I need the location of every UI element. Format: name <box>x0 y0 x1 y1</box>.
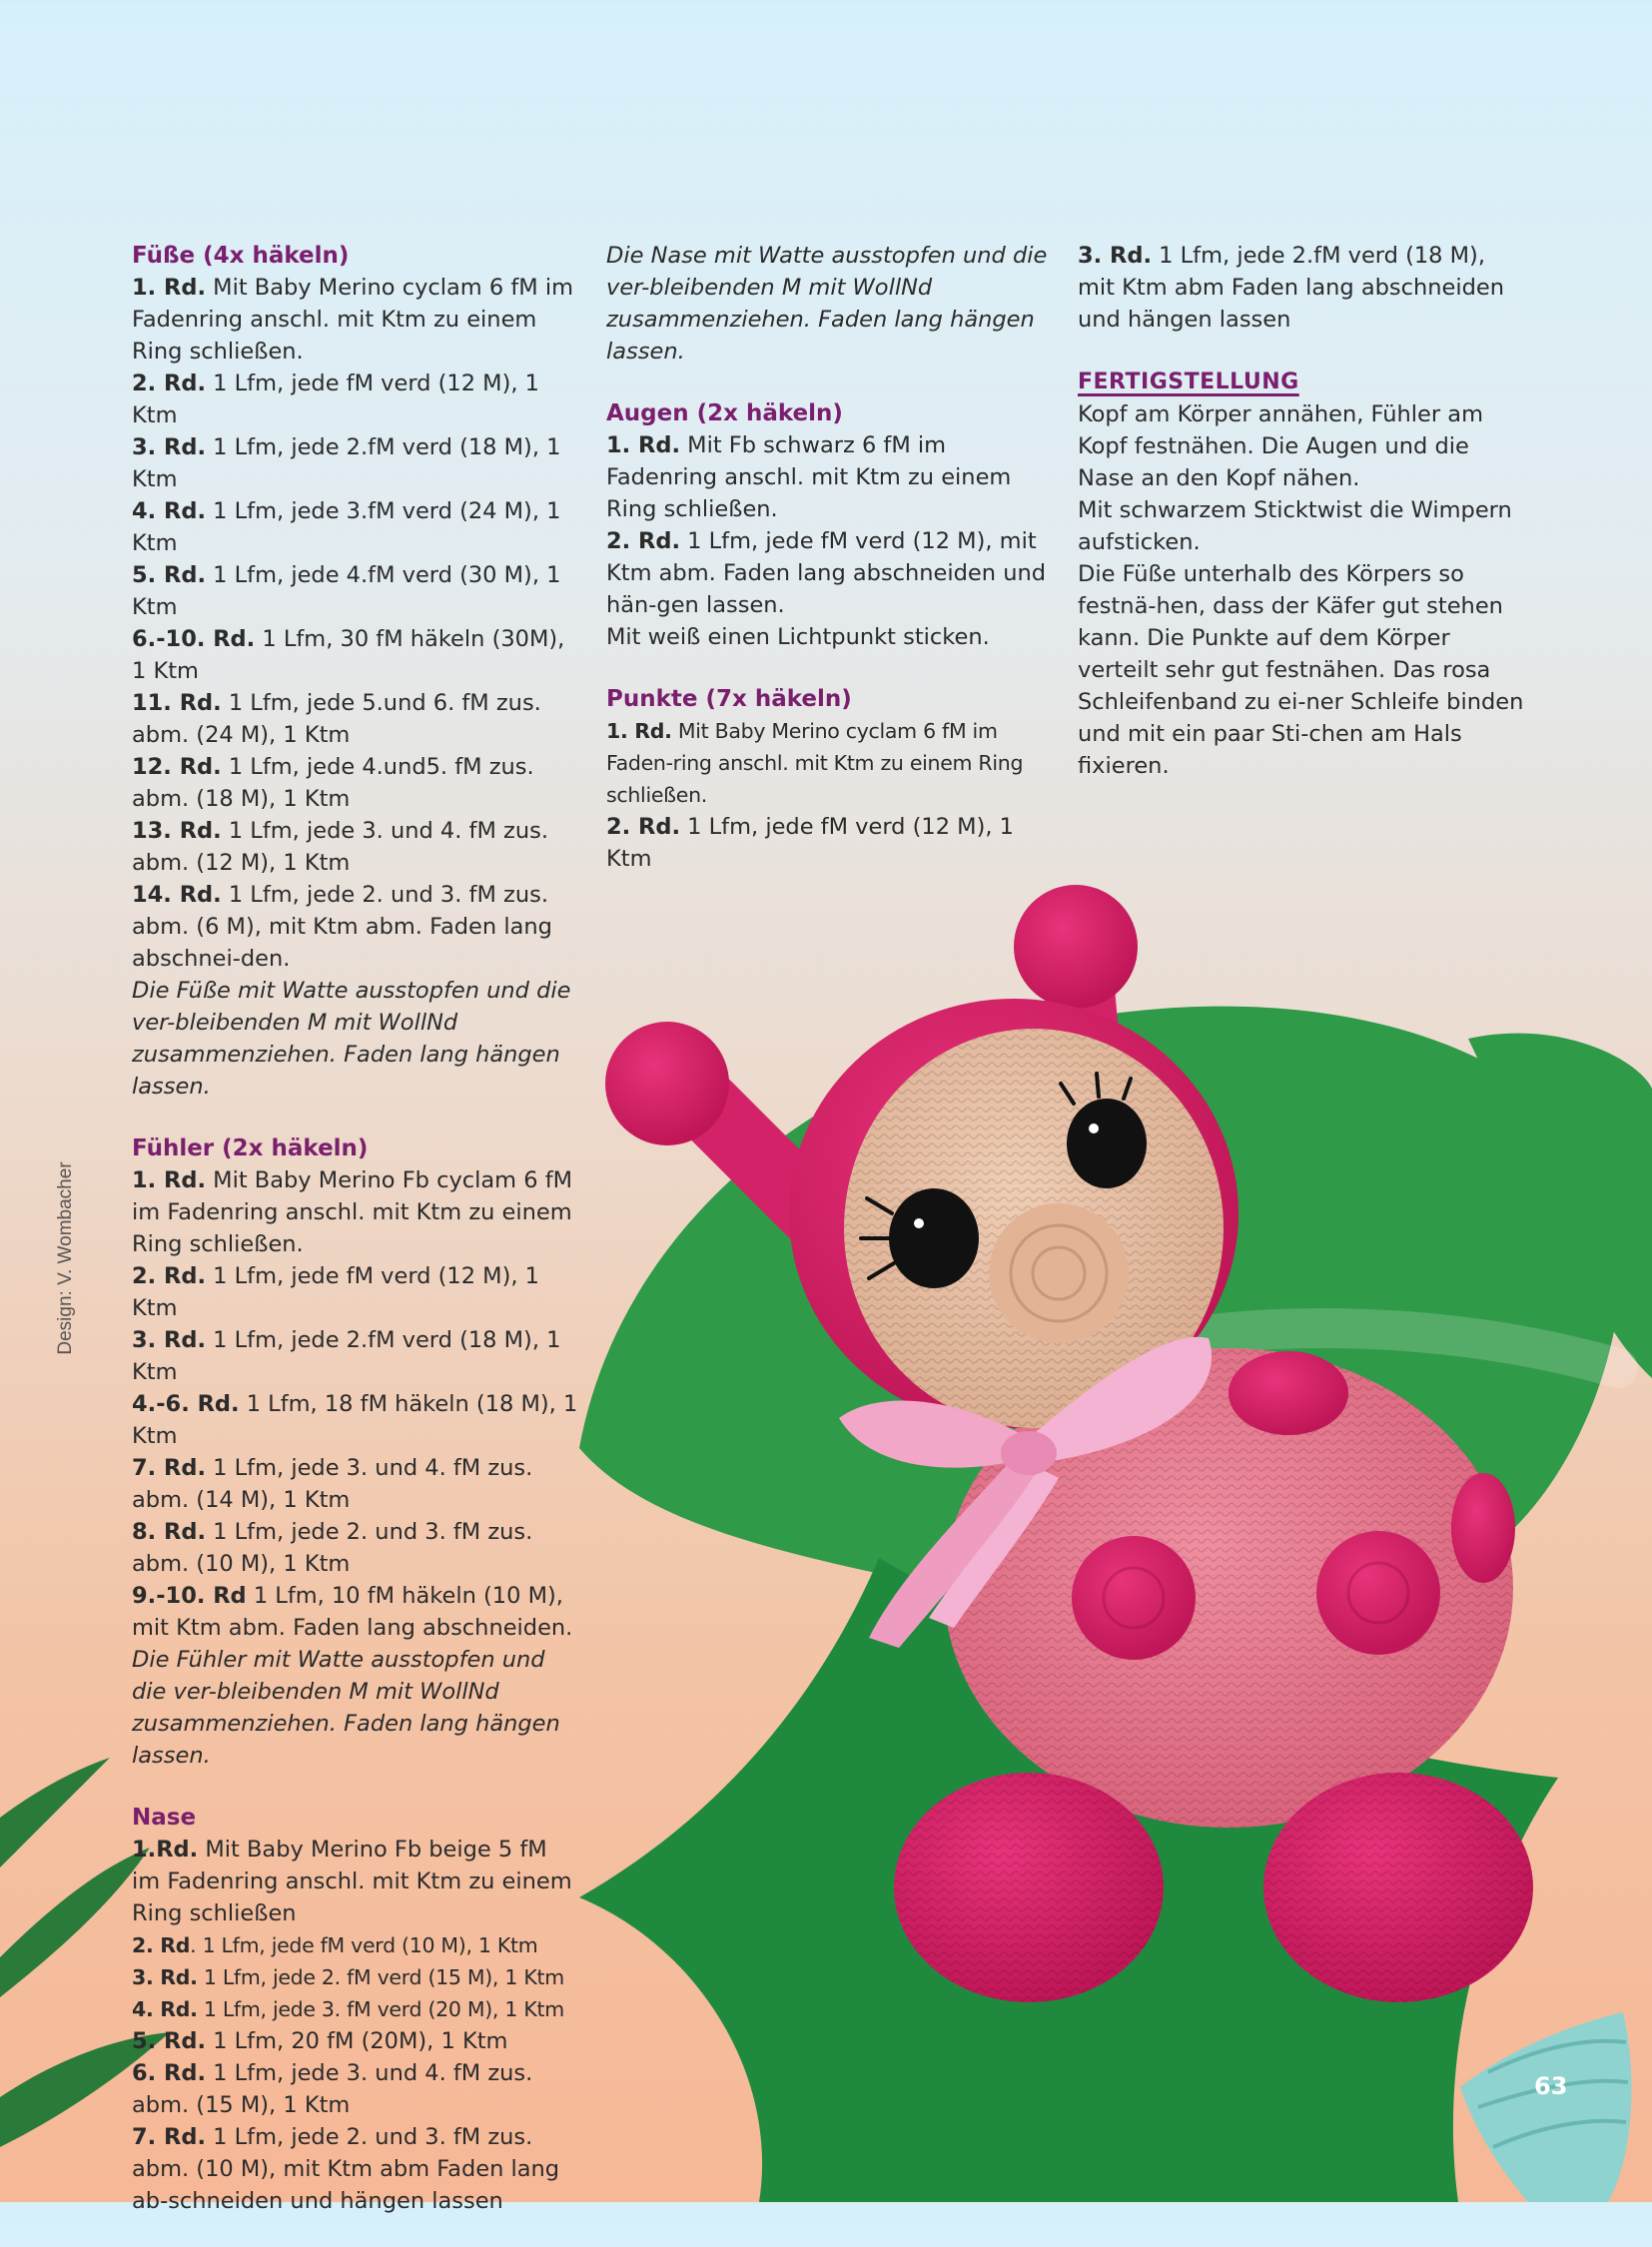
step-text: 1 Lfm, jede 3.fM verd (24 M), 1 Ktm <box>132 498 561 556</box>
section-title-punkte: Punkte (7x häkeln) <box>606 686 852 712</box>
step-text: 1 Lfm, jede fM verd (12 M), 1 Ktm <box>132 1263 539 1321</box>
step-label: 4.-6. Rd. <box>132 1391 240 1417</box>
instruction-step <box>132 1260 581 1324</box>
instruction-step <box>606 525 1056 621</box>
step-label: 7. Rd. <box>132 1455 207 1481</box>
step-text: 1 Lfm, jede 2. und 3. fM zus. abm. (10 M), 1 Ktm <box>132 1519 533 1577</box>
step-label: 3. Rd. <box>132 1965 198 1989</box>
instruction-step <box>132 1324 581 1388</box>
instruction-list-punkte <box>606 715 1056 875</box>
page-number: 63 <box>1534 2072 1568 2100</box>
section-punkte-cont <box>1078 240 1527 336</box>
column-left <box>132 240 581 2247</box>
instruction-list-fuesse <box>132 272 581 975</box>
instruction-step <box>132 623 581 687</box>
shell-decoration <box>1460 2012 1631 2202</box>
instruction-step <box>1078 240 1527 336</box>
step-label: 1.Rd. <box>132 1837 199 1863</box>
instruction-step <box>132 1929 581 1961</box>
step-text: 1 Lfm, jede 2. und 3. fM zus. abm. (6 M), mit Ktm abm. Faden lang abschnei-den. <box>132 882 552 972</box>
step-text: 1 Lfm, 20 fM (20M), 1 Ktm <box>206 2028 508 2054</box>
step-label: 2. Rd. <box>606 814 681 840</box>
step-label: 1. Rd. <box>606 432 681 458</box>
section-nase <box>132 1802 581 2217</box>
section-nase-note <box>606 240 1056 368</box>
instruction-step <box>132 2121 581 2217</box>
section-title-fertigstellung: FERTIGSTELLUNG <box>1078 370 1299 394</box>
extra-augen: Mit weiß einen Lichtpunkt sticken. <box>606 624 990 650</box>
instruction-list-fuehler <box>132 1164 581 1644</box>
section-fuehler <box>132 1132 581 1772</box>
step-label: 12. Rd. <box>132 754 222 780</box>
instruction-step <box>132 1580 581 1644</box>
step-label: 1. Rd. <box>132 1167 207 1193</box>
step-label: 9.-10. Rd <box>132 1583 247 1609</box>
instruction-list-punkte-cont <box>1078 240 1527 336</box>
column-right <box>1078 240 1527 812</box>
instruction-step <box>132 1452 581 1516</box>
instruction-step <box>132 1834 581 1929</box>
step-label: 3. Rd. <box>1078 243 1153 269</box>
section-title-fuehler: Fühler (2x häkeln) <box>132 1135 369 1161</box>
note-fuesse: Die Füße mit Watte ausstopfen und die ver-bleibenden M mit WollNd zusammenziehen. Faden lang hängen lassen. <box>132 978 571 1100</box>
step-label: 5. Rd. <box>132 2028 207 2054</box>
section-fuesse <box>132 240 581 1103</box>
text-fertigstellung: Kopf am Körper annähen, Fühler am Kopf festnähen. Die Augen und die Nase an den Kopf nähen. Mit schwarzem Sticktwist die Wimpern aufsticken. Die Füße unterhalb des Körpers so festnä-hen, dass der Käfer gut stehen kann. Die Punkte auf dem Körper verteilt sehr gut festnähen. Das rosa Schleifenband zu ei-ner Schleife binden und mit ein paar Sti-chen am Hals fixieren. <box>1078 401 1524 779</box>
step-text: 1 Lfm, jede 4.und5. fM zus. abm. (18 M), 1 Ktm <box>132 754 534 812</box>
step-label: 2. Rd. <box>132 371 207 396</box>
step-text: Mit Baby Merino Fb cyclam 6 fM im Fadenring anschl. mit Ktm zu einem Ring schließen. <box>132 1167 573 1257</box>
step-label: 13. Rd. <box>132 818 222 844</box>
step-text: 1 Lfm, jede 2.fM verd (18 M), 1 Ktm <box>132 1327 561 1385</box>
instruction-list-nase <box>132 1834 581 2217</box>
step-label: 3. Rd. <box>132 1327 207 1353</box>
note-nase: Die Nase mit Watte ausstopfen und die ver-bleibenden M mit WollNd zusammenziehen. Faden lang hängen lassen. <box>606 243 1048 365</box>
instruction-step <box>132 559 581 623</box>
instruction-step <box>132 431 581 495</box>
instruction-step <box>132 272 581 368</box>
instruction-step <box>132 1164 581 1260</box>
step-text: Mit Baby Merino Fb beige 5 fM im Fadenring anschl. mit Ktm zu einem Ring schließen <box>132 1837 572 1926</box>
instruction-step <box>132 815 581 879</box>
step-text: . 1 Lfm, jede fM verd (10 M), 1 Ktm <box>190 1933 538 1957</box>
step-label: 1. Rd. <box>132 275 207 301</box>
step-label: 6.-10. Rd. <box>132 626 256 652</box>
step-text: 1 Lfm, jede fM verd (12 M), 1 Ktm <box>132 371 539 428</box>
instruction-step <box>132 1516 581 1580</box>
instruction-step <box>132 2057 581 2121</box>
step-text: 1 Lfm, jede 2.fM verd (18 M), mit Ktm abm Faden lang abschneiden und hängen lassen <box>1078 243 1505 333</box>
step-text: 1 Lfm, jede fM verd (12 M), 1 Ktm <box>606 814 1014 872</box>
step-text: 1 Lfm, jede 3. und 4. fM zus. abm. (15 M), 1 Ktm <box>132 2060 533 2118</box>
instruction-step <box>132 751 581 815</box>
step-text: 1 Lfm, 30 fM häkeln (30M), 1 Ktm <box>132 626 565 684</box>
step-label: 3. Rd. <box>132 434 207 460</box>
step-label: 11. Rd. <box>132 690 222 716</box>
step-label: 7. Rd. <box>132 2124 207 2150</box>
step-text: 1 Lfm, jede 2. und 3. fM zus. abm. (10 M), mit Ktm abm Faden lang ab-schneiden und hängen lassen <box>132 2124 560 2214</box>
instruction-step <box>132 495 581 559</box>
column-middle <box>606 240 1056 905</box>
design-credit: Design: V. Wombacher <box>55 1161 76 1355</box>
step-label: 2. Rd <box>132 1933 191 1957</box>
step-text: 1 Lfm, jede 3. und 4. fM zus. abm. (14 M), 1 Ktm <box>132 1455 533 1513</box>
step-label: 2. Rd. <box>132 1263 207 1289</box>
step-text: 1 Lfm, jede 2.fM verd (18 M), 1 Ktm <box>132 434 561 492</box>
section-punkte <box>606 683 1056 875</box>
section-title-nase: Nase <box>132 1805 197 1831</box>
step-text: 1 Lfm, jede 3. fM verd (20 M), 1 Ktm <box>197 1997 564 2021</box>
step-text: 1 Lfm, jede 3. und 4. fM zus. abm. (12 M), 1 Ktm <box>132 818 548 876</box>
step-label: 2. Rd. <box>606 528 681 554</box>
instruction-step <box>606 429 1056 525</box>
instruction-step <box>132 687 581 751</box>
instruction-step <box>132 1388 581 1452</box>
instruction-step <box>606 811 1056 875</box>
step-text: 1 Lfm, jede fM verd (12 M), mit Ktm abm. Faden lang abschneiden und hän-gen lassen. <box>606 528 1046 618</box>
step-text: 1 Lfm, jede 2. fM verd (15 M), 1 Ktm <box>197 1965 564 1989</box>
step-text: Mit Fb schwarz 6 fM im Fadenring anschl. mit Ktm zu einem Ring schließen. <box>606 432 1012 522</box>
instruction-step <box>132 1993 581 2025</box>
section-title-fuesse: Füße (4x häkeln) <box>132 243 350 269</box>
instruction-step <box>132 368 581 431</box>
step-text: 1 Lfm, 10 fM häkeln (10 M), mit Ktm abm. Faden lang abschneiden. <box>132 1583 573 1641</box>
step-label: 5. Rd. <box>132 562 207 588</box>
step-label: 4. Rd. <box>132 498 207 524</box>
instruction-step <box>132 1961 581 1993</box>
instruction-list-augen <box>606 429 1056 621</box>
instruction-step <box>132 2025 581 2057</box>
step-label: 6. Rd. <box>132 2060 207 2086</box>
step-text: 1 Lfm, jede 5.und 6. fM zus. abm. (24 M), 1 Ktm <box>132 690 541 748</box>
step-label: 8. Rd. <box>132 1519 207 1545</box>
instruction-step <box>606 715 1056 811</box>
section-title-augen: Augen (2x häkeln) <box>606 400 843 426</box>
step-text: 1 Lfm, jede 4.fM verd (30 M), 1 Ktm <box>132 562 561 620</box>
step-text: 1 Lfm, 18 fM häkeln (18 M), 1 Ktm <box>132 1391 578 1449</box>
step-label: 4. Rd. <box>132 1997 198 2021</box>
note-fuehler: Die Fühler mit Watte ausstopfen und die ver-bleibenden M mit WollNd zusammenziehen. Faden lang hängen lassen. <box>132 1647 560 1769</box>
section-fertigstellung <box>1078 366 1527 782</box>
step-label: 14. Rd. <box>132 882 222 908</box>
step-label: 1. Rd. <box>606 719 672 743</box>
step-text: Mit Baby Merino cyclam 6 fM im Faden-ring anschl. mit Ktm zu einem Ring schließen. <box>606 719 1024 807</box>
section-augen <box>606 397 1056 653</box>
instruction-step <box>132 879 581 975</box>
step-text: Mit Baby Merino cyclam 6 fM im Fadenring anschl. mit Ktm zu einem Ring schließen. <box>132 275 574 365</box>
